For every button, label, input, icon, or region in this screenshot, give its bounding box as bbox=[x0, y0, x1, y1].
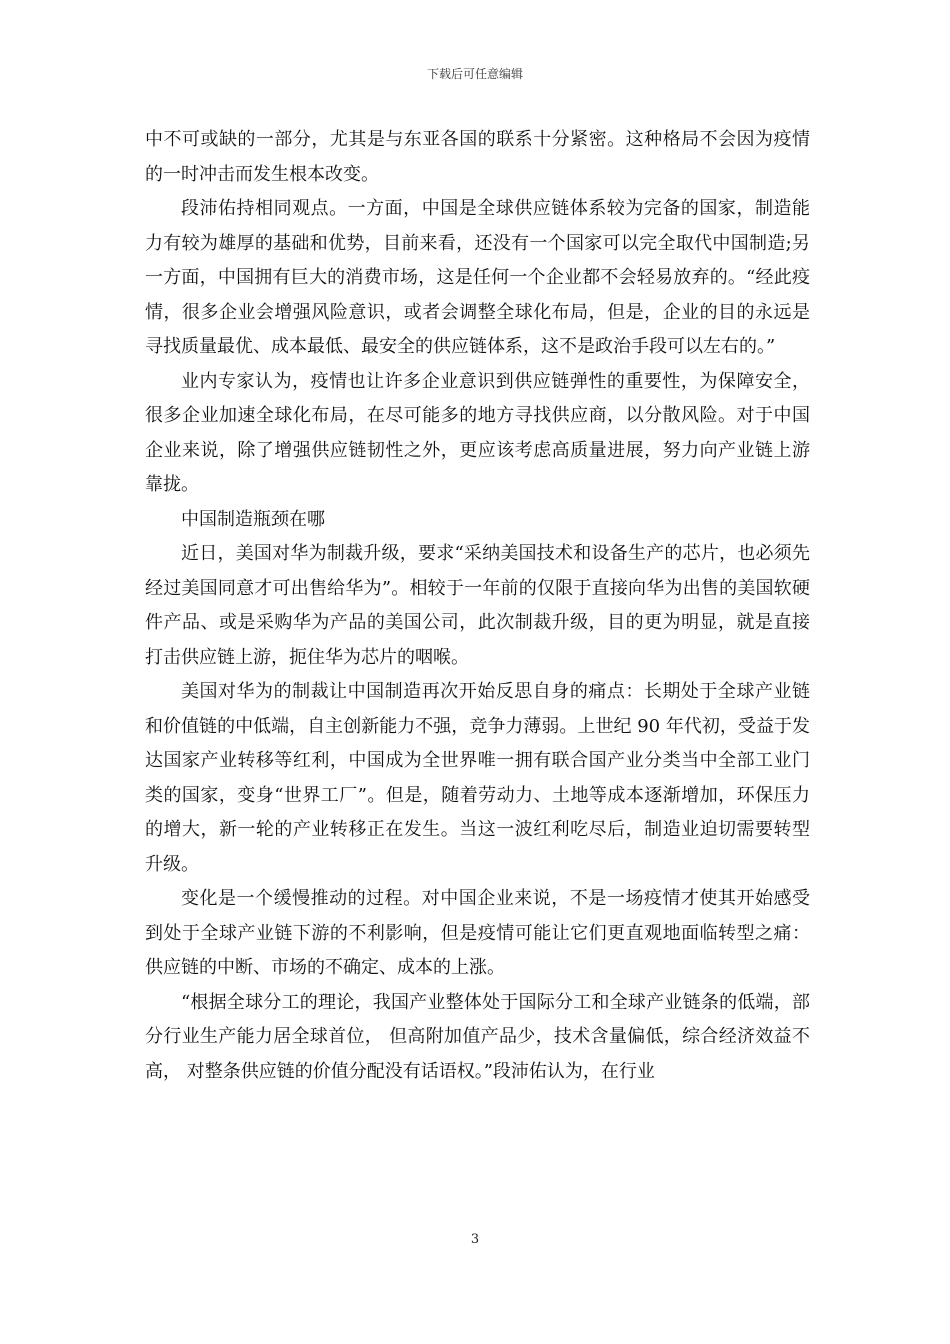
page-number: 3 bbox=[470, 1232, 480, 1247]
paragraph-continuation: 中不可或缺的一部分，尤其是与东亚各国的联系十分紧密。这种格局不会因为疫情的一时冲击而发生根本改变。 bbox=[145, 129, 810, 185]
document-body bbox=[145, 123, 810, 1089]
paragraph: “根据全球分工的理论，我国产业整体处于国际分工和全球产业链条的低端，部分行业生产能力居全球首位， 但高附加值产品少，技术含量偏低，综合经济效益不高， 对整条供应链的价值分配没有话语权。”段沛佑认为，在行业 bbox=[145, 991, 810, 1082]
page-header: 下载后可任意编辑 bbox=[426, 67, 523, 81]
paragraph: 变化是一个缓慢推动的过程。对中国企业来说，不是一场疫情才使其开始感受到处于全球产业链下游的不利影响，但是疫情可能让它们更直观地面临转型之痛：供应链的中断、市场的不确定、成本的上涨。 bbox=[145, 888, 810, 978]
paragraph: 美国对华为的制裁让中国制造再次开始反思自身的痛点：长期处于全球产业链和价值链的中低端，自主创新能力不强，竞争力薄弱。上世纪 90 年代初，受益于发达国家产业转移等红利，中国成为全世界唯一拥有联合国产业分类当中全部工业门类的国家，变身“世界工厂”。但是，随着劳动力、土地等成本逐渐增加，环保压力的增大，新一轮的产业转移正在发生。当这一波红利吃尽后，制造业迫切需要转型升级。 bbox=[145, 681, 810, 875]
section-heading: 中国制造瓶颈在哪 bbox=[181, 508, 325, 530]
paragraph: 段沛佑持相同观点。一方面，中国是全球供应链体系较为完备的国家，制造能力有较为雄厚的基础和优势，目前来看，还没有一个国家可以完全取代中国制造;另一方面，中国拥有巨大的消费市场，这是任何一个企业都不会轻易放弃的。“经此疫情，很多企业会增强风险意识，或者会调整全球化布局，但是，企业的目的永远是寻找质量最优、成本最低、最安全的供应链体系，这不是政治手段可以左右的。” bbox=[145, 198, 810, 357]
paragraph: 业内专家认为，疫情也让许多企业意识到供应链弹性的重要性，为保障安全，很多企业加速全球化布局，在尽可能多的地方寻找供应商，以分散风险。对于中国企业来说，除了增强供应链韧性之外，更应该考虑高质量进展，努力向产业链上游靠拢。 bbox=[145, 370, 810, 495]
paragraph: 近日，美国对华为制裁升级，要求“采纳美国技术和设备生产的芯片，也必须先经过美国同意才可出售给华为”。相较于一年前的仅限于直接向华为出售的美国软硬件产品、或是采购华为产品的美国公司，此次制裁升级，目的更为明显，就是直接打击供应链上游，扼住华为芯片的咽喉。 bbox=[145, 543, 810, 668]
